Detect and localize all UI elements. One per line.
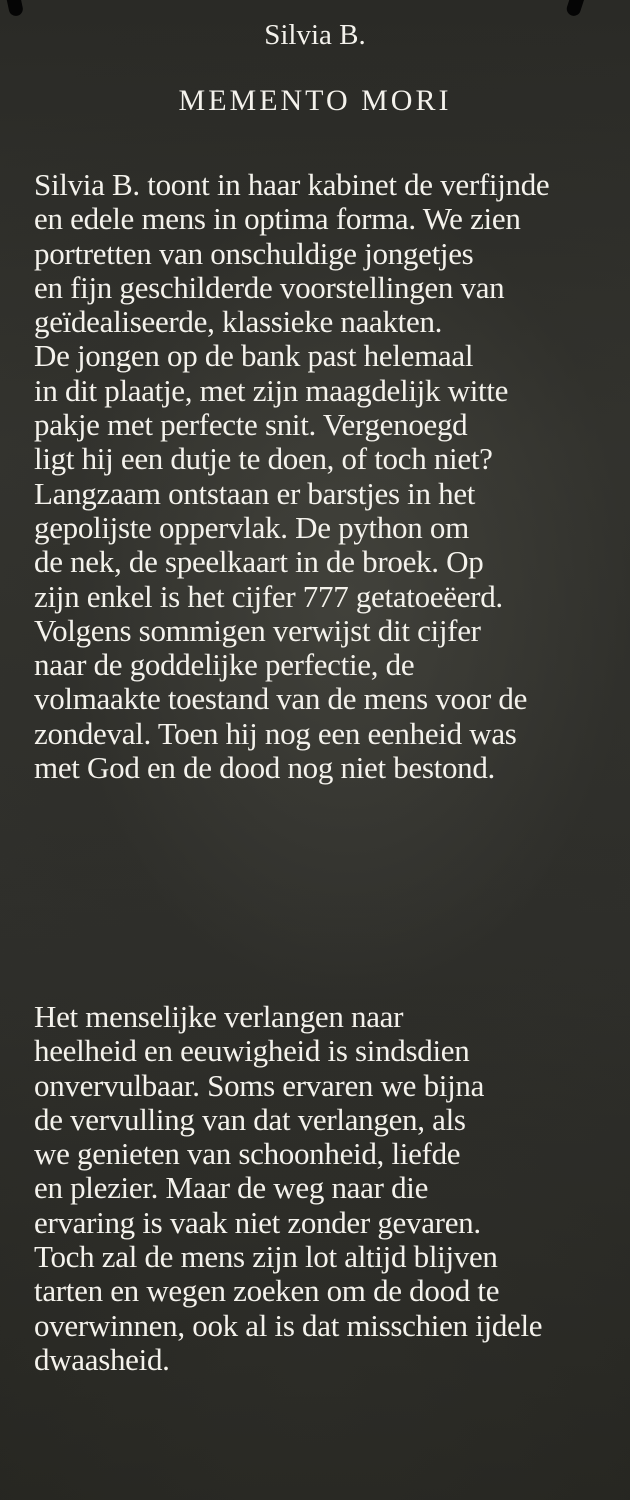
text-line: ligt hij een dutje te doen, of toch niet? — [34, 441, 493, 477]
mounting-hook-right — [565, 0, 585, 18]
text-line: portretten van onschuldige jongetjes — [34, 235, 474, 271]
artwork-title: MEMENTO MORI — [178, 84, 452, 117]
text-line: pakje met perfecte snit. Vergenoegd — [34, 407, 468, 443]
text-line: ervaring is vaak niet zonder gevaren. — [34, 1204, 481, 1240]
text-line: en plezier. Maar de weg naar die — [34, 1170, 429, 1206]
text-line: overwinnen, ook al is dat misschien ijdele — [34, 1307, 543, 1343]
text-line: naar de goddelijke perfectie, de — [34, 647, 415, 683]
text-line: onvervulbaar. Soms ervaren we bijna — [34, 1067, 485, 1103]
text-line: en edele mens in optima forma. We zien — [34, 201, 521, 237]
text-line: volmaakte toestand van de mens voor de — [34, 681, 528, 717]
text-line: de vervulling van dat verlangen, als — [34, 1101, 466, 1137]
text-line: dwaasheid. — [34, 1341, 170, 1377]
text-line: Langzaam ontstaan er barstjes in het — [34, 475, 476, 511]
text-line: geïdealiseerde, klassieke naakten. — [34, 304, 443, 340]
paragraph-1 — [34, 168, 549, 785]
text-line: De jongen op de bank past helemaal — [34, 338, 474, 374]
text-line: Toch zal de mens zijn lot altijd blijven — [34, 1239, 498, 1275]
text-line: zondeval. Toen hij nog een eenheid was — [34, 715, 517, 751]
artist-name: Silvia B. — [264, 19, 366, 51]
text-line: in dit plaatje, met zijn maagdelijk witte — [34, 372, 509, 408]
text-line: heelheid en eeuwigheid is sindsdien — [34, 1033, 470, 1069]
text-line: zijn enkel is het cijfer 777 getatoeëerd. — [34, 578, 503, 614]
text-line: Silvia B. toont in haar kabinet de verfijnde — [34, 167, 550, 202]
paragraph-2 — [34, 1000, 542, 1377]
text-line: met God en de dood nog niet bestond. — [34, 750, 496, 786]
text-line: Het menselijke verlangen naar — [34, 999, 404, 1034]
text-line: en fijn geschilderde voorstellingen van — [34, 269, 505, 305]
text-line: Volgens sommigen verwijst dit cijfer — [34, 612, 481, 648]
text-line: gepolijste oppervlak. De python om — [34, 509, 469, 545]
mounting-hook-left — [6, 0, 24, 17]
text-line: tarten en wegen zoeken om de dood te — [34, 1273, 500, 1309]
text-line: de nek, de speelkaart in de broek. Op — [34, 544, 484, 580]
text-line: we genieten van schoonheid, liefde — [34, 1136, 461, 1172]
